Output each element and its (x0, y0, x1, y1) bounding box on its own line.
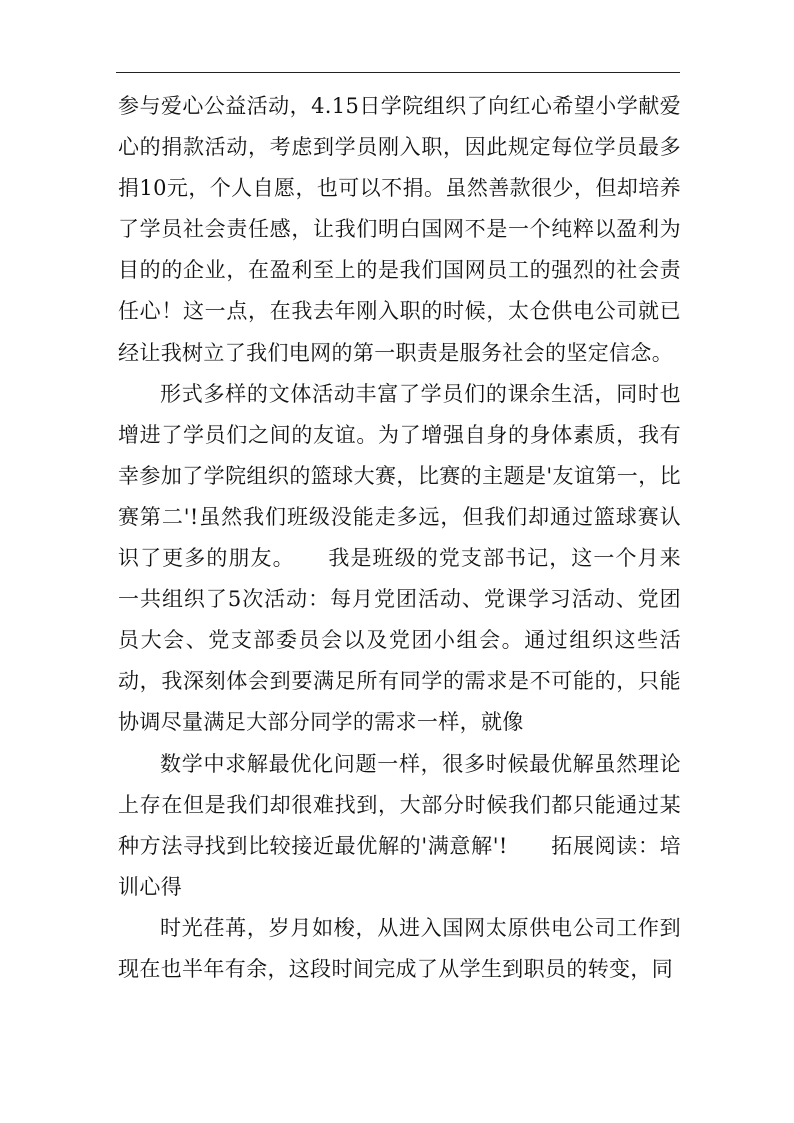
document-body (118, 86, 681, 990)
header-rule (116, 72, 680, 73)
paragraph-charity-activity: 参与爱心公益活动，4.15日学院组织了向红心希望小学献爱心的捐款活动，考虑到学员刚入职，因此规定每位学员最多捐10元，个人自愿，也可以不捐。虽然善款很少，但却培养了学员社会责任感，让我们明白国网不是一个纯粹以盈利为目的的企业，在盈利至上的是我们国网员工的强烈的社会责任心！这一点，在我去年刚入职的时候，太仓供电公司就已经让我树立了我们电网的第一职责是服务社会的坚定信念。 (118, 94, 681, 365)
paragraph-time-reflection: 时光荏苒，岁月如梭，从进入国网太原供电公司工作到现在也半年有余，这段时间完成了从学生到职员的转变，同 (118, 915, 681, 981)
paragraph-cultural-activities: 形式多样的文体活动丰富了学员们的课余生活，同时也增进了学员们之间的友谊。为了增强自身的身体素质，我有幸参加了学院组织的篮球大赛，比赛的主题是'友谊第一，比赛第二'!虽然我们班级没能走多远，但我们却通过篮球赛认识了更多的朋友。 我是班级的党支部书记，这一个月来一共组织了5次活动：每月党团活动、党课学习活动、党团员大会、党支部委员会以及党团小组会。通过组织这些活动，我深刻体会到要满足所有同学的需求是不可能的，只能协调尽量满足大部分同学的需求一样，就像 (118, 381, 681, 735)
paragraph-optimization-analogy: 数学中求解最优化问题一样，很多时候最优解虽然理论上存在但是我们却很难找到，大部分时候我们都只能通过某种方法寻找到比较接近最优解的'满意解'! 拓展阅读：培训心得 (118, 751, 681, 899)
